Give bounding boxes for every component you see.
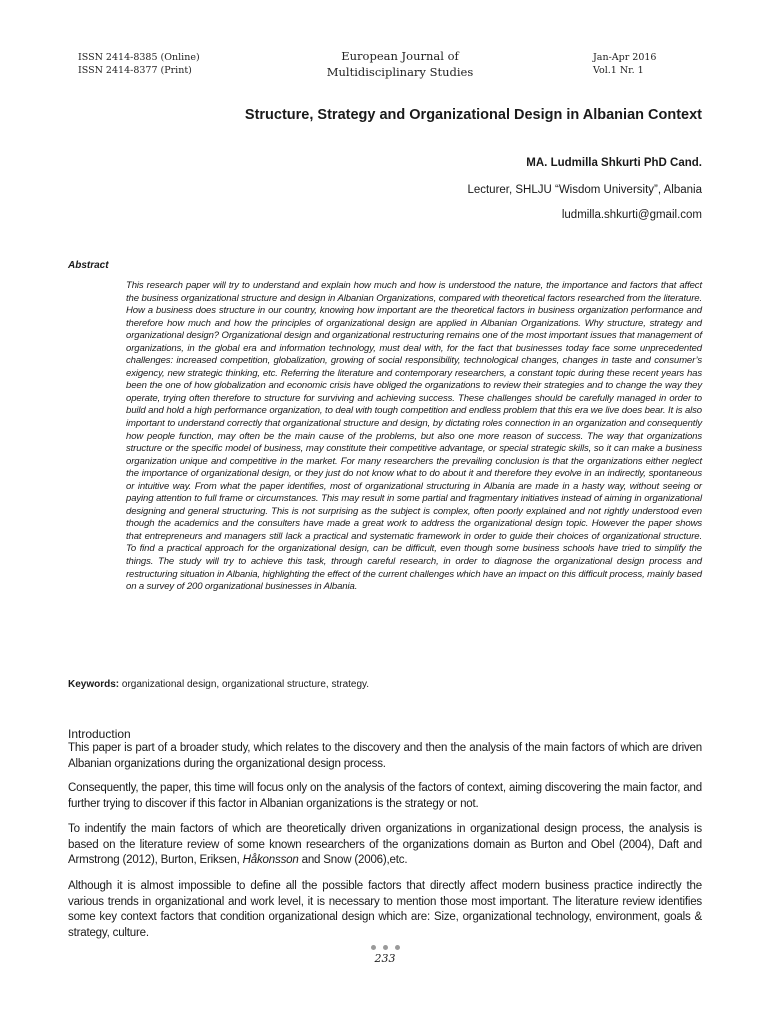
keywords — [68, 679, 369, 690]
intro-paragraph-3-part-a: To indentify the main factors of which are theoretically driven organizations in organizational design process, the analysis is based on the literature review of some known researchers of the organizations domain as Burton and Obel (2004), Daft and Armstrong (2012), Burton, Eriksen, — [68, 823, 702, 866]
author-email: ludmilla.shkurti@gmail.com — [561, 209, 702, 221]
intro-paragraph-3-part-b: and Snow (2006),etc. — [298, 854, 408, 866]
issn-online: ISSN 2414-8385 (Online) — [78, 52, 200, 63]
issn-print: ISSN 2414-8377 (Print) — [78, 65, 192, 76]
issue-info — [593, 51, 656, 77]
issue-date: Jan-Apr 2016 — [593, 52, 657, 63]
introduction-heading: Introduction — [68, 727, 131, 741]
intro-paragraph-1: This paper is part of a broader study, which relates to the discovery and then the analysis of the main factors of which are driven Albanian organizations during the organizational design process. — [68, 742, 702, 770]
journal-name-line1: European Journal of — [341, 49, 459, 63]
dot-icon — [383, 945, 388, 950]
intro-paragraph-2: Consequently, the paper, this time will focus only on the analysis of the factors of context, aiming discovering the main factor, and further trying to discover if this factor in Albanian organizations is the strategy or not. — [68, 782, 702, 810]
intro-paragraph-3 — [68, 822, 702, 869]
author-affiliation: Lecturer, SHLJU “Wisdom University”, Albania — [467, 184, 702, 196]
article-title: Structure, Strategy and Organizational Design in Albanian Context — [244, 107, 702, 123]
keywords-text: organizational design, organizational structure, strategy. — [119, 679, 370, 690]
issn-block — [78, 51, 200, 77]
journal-name-line2: Multidisciplinary Studies — [326, 65, 474, 79]
dot-icon — [395, 945, 400, 950]
page-number: 233 — [374, 952, 396, 965]
intro-paragraph-4: Although it is almost impossible to define all the possible factors that directly affect modern business practice indirectly the various trends in organizational and work level, it is necessary to mention those most important. The literature review identifies some key context factors that condition organizational design which are: Size, organizational technology, environment, goals & strategy, culture. — [68, 880, 702, 939]
issue-volume: Vol.1 Nr. 1 — [593, 65, 644, 76]
abstract-text: This research paper will try to understand and explain how much and how is understood the nature, the importance and factors that affect the business organizational structure and design in Albanian Organizations, compared with theoretical factors researched from the literature. How a business does structure in our country, knowing how important are the theoretical factors in business organization performance and therefore how much and how the principles of organizational design are applied in Albanian Organizations. Why structure, strategy and organizational design? Organizational design and organizational restructuring remains one of the most important issues that management of organizations, in the global era and information technology, must deal with, for the fact that businesses today face some unprecedented challenges: increased competition, globalization, growing of social responsibility, technological changes, changes in taste and consumer’s exigency, new strategic thinking, etc. Referring the literature and contemporary researchers, a constant topic during these recent years has been the one of how globalization and economic crisis have obliged the organizations to review their strategies and to change the way they operate, trying often therefore to structure for surviving and achieving success. These challenges should be carefully managed in order to build and hold a high performance organization, to deal with tough competition and endless problem that this era we live does bear. It is also important to understand correctly that organizational structure and design, by dictating roles connection in an organization and consequently how people function, may often be the main cause of the problems, but also one more reason of success. The way that organizations structure or the specific model of business, may constitute their competitive advantage, or special strategic skills, so it can make a business organization unique and competitive in the market. For many researchers the prevailing conclusion is that the organizations either neglect the importance of organizational design, or they just do not know what to do about it and therefore they evolve in an indirectly, spontaneous or intuitive way. From what the paper identifies, most of organizational structuring in Albania are made in a hasty way, without seeing or paying attention to full frame or circumstances. This may result in some partial and fragmentary initiatives instead of aiming in organizational designing and general structuring. This is not surprising as the subject is complex, often poorly explained and not rightly understood even though the academics and the consulters have made a great work to address the organizational design topic. However the paper shows that entrepreneurs and managers still lack a practical and systematic framework in order to guide their choices of organizational structure. To find a practical approach for the organizational design, can be difficult, even though some business schools have tried to simplify the things. The study will try to achieve this task, through careful research, in order to diagnose the organizational design process and restructuring situation in Albania, highlighting the effect of the current challenges which have an impact on this difficult process, mainly based on a survey of 200 organizational businesses in Albania. — [126, 280, 702, 593]
abstract-heading: Abstract — [68, 260, 109, 271]
dot-icon — [371, 945, 376, 950]
author-name: MA. Ludmilla Shkurti PhD Cand. — [526, 157, 702, 169]
keywords-label: Keywords: — [68, 679, 120, 690]
journal-name — [320, 48, 480, 80]
intro-paragraph-3-italic: Håkonsson — [242, 854, 299, 866]
